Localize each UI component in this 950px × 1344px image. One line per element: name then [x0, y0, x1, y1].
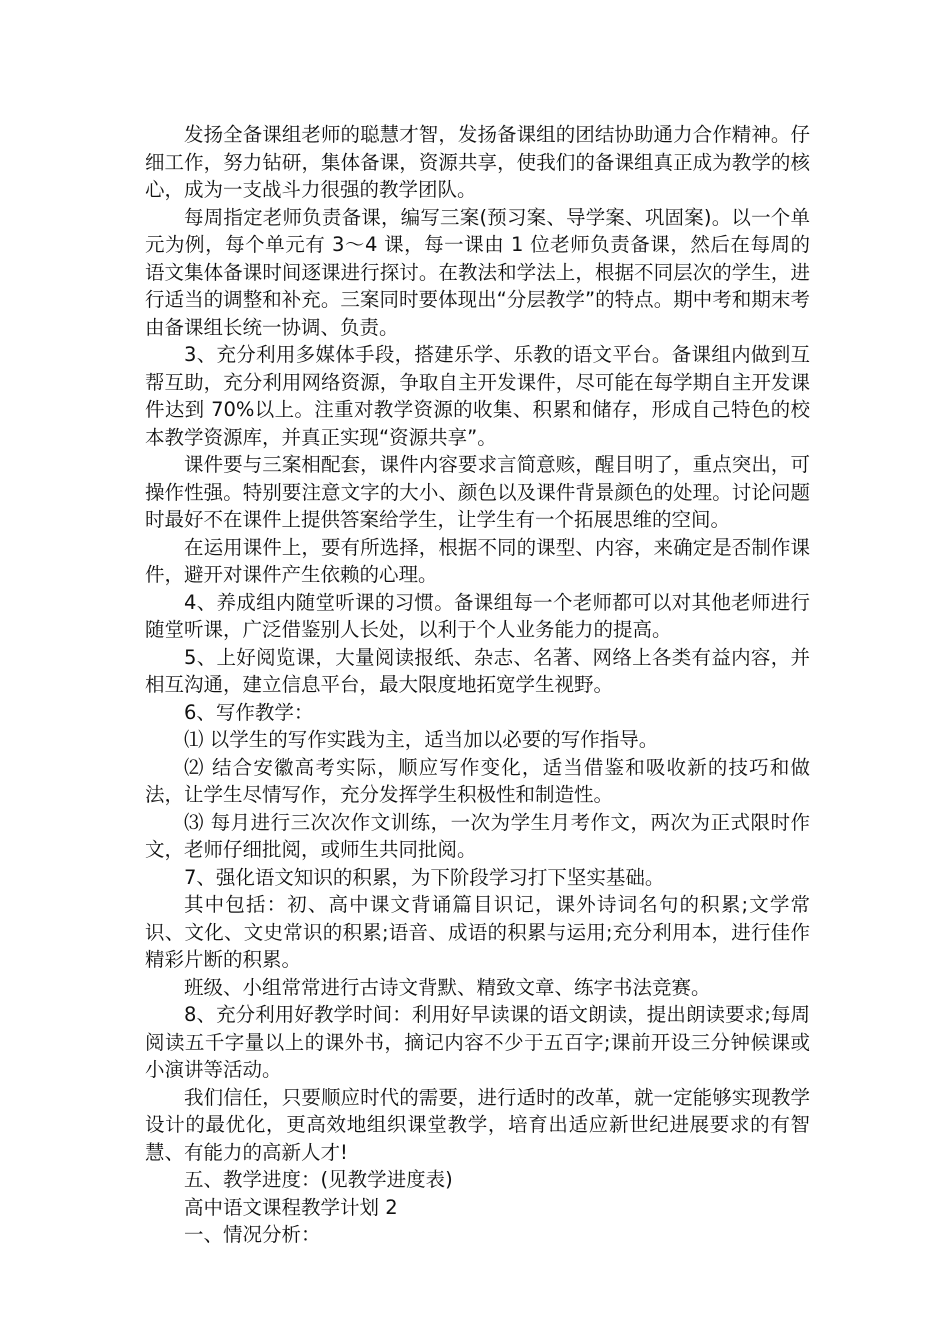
paragraph-collaboration: 发扬全备课组老师的聪慧才智，发扬备课组的团结协助通力合作精神。仔细工作，努力钻研，集体备课，资源共享，使我们的备课组真正成为教学的核心，成为一支战斗力很强的教学团队。: [145, 123, 810, 201]
paragraph-reading-class: 5、上好阅览课，大量阅读报纸、杂志、名著、网络上各类有益内容，并相互沟通，建立信息平台，最大限度地拓宽学生视野。: [145, 645, 810, 696]
document-body: [145, 121, 810, 1249]
paragraph-plan-2-title: 高中语文课程教学计划 2: [184, 1195, 398, 1219]
paragraph-courseware-requirements: 课件要与三案相配套，课件内容要求言简意赅，醒目明了，重点突出，可操作性强。特别要注意文字的大小、颜色以及课件背景颜色的处理。讨论问题时最好不在课件上提供答案给学生，让学生有一个拓展思维的空间。: [145, 453, 810, 531]
paragraph-courseware-usage: 在运用课件上，要有所选择，根据不同的课型、内容，来确定是否制作课件，避开对课件产生依赖的心理。: [145, 535, 810, 586]
paragraph-situation-analysis: 一、情况分析：: [184, 1223, 321, 1246]
paragraph-writing-item-1: ⑴ 以学生的写作实践为主，适当加以必要的写作指导。: [184, 728, 659, 751]
paragraph-writing-heading: 6、写作教学：: [184, 700, 314, 724]
paragraph-writing-item-3: ⑶ 每月进行三次次作文训练，一次为学生月考作文，两次为正式限时作文，老师仔细批阅，或师生共同批阅。: [145, 810, 810, 861]
paragraph-classroom-observation: 4、养成组内随堂听课的习惯。备课组每一个老师都可以对其他老师进行随堂听课，广泛借鉴别人长处，以利于个人业务能力的提高。: [145, 590, 810, 641]
paragraph-weekly-lesson-prep: 每周指定老师负责备课，编写三案(预习案、导学案、巩固案)。以一个单元为例，每个单元有 3～4 课，每一课由 1 位老师负责备课，然后在每周的语文集体备课时间逐课进行探讨。在教法和学法上，根据不同层次的学生，进行适当的调整和补充。三案同时要体现出“分层教学”的特点。期中考和期末考由备课组长统一协调、负责。: [145, 205, 810, 339]
paragraph-multimedia: 3、充分利用多媒体手段，搭建乐学、乐教的语文平台。备课组内做到互帮互助，充分利用网络资源，争取自主开发课件，尽可能在每学期自主开发课件达到 70%以上。注重对教学资源的收集、积累和储存，形成自己特色的校本教学资源库，并真正实现“资源共享”。: [145, 343, 810, 449]
paragraph-conclusion: 我们信任，只要顺应时代的需要，进行适时的改革，就一定能够实现教学设计的最优化，更高效地组织课堂教学，培育出适应新世纪进展要求的有智慧、有能力的高新人才!: [145, 1085, 810, 1164]
paragraph-teaching-time: 8、充分利用好教学时间：利用好早读课的语文朗读，提出朗读要求;每周阅读五千字量以上的课外书，摘记内容不少于五百字;课前开设三分钟候课或小演讲等活动。: [145, 1003, 810, 1081]
paragraph-teaching-schedule: 五、教学进度：(见教学进度表): [184, 1168, 453, 1191]
paragraph-knowledge-accumulation: 7、强化语文知识的积累，为下阶段学习打下坚实基础。: [184, 865, 665, 889]
paragraph-writing-item-2: ⑵ 结合安徽高考实际，顺应写作变化，适当借鉴和吸收新的技巧和做法，让学生尽情写作，充分发挥学生积极性和制造性。: [145, 755, 810, 806]
paragraph-competitions: 班级、小组常常进行古诗文背默、精致文章、练字书法竞赛。: [184, 975, 711, 999]
paragraph-accumulation-details: 其中包括：初、高中课文背诵篇目识记，课外诗词名句的积累;文学常识、文化、文史常识的积累;语音、成语的积累与运用;充分利用本，进行佳作精彩片断的积累。: [145, 893, 810, 971]
